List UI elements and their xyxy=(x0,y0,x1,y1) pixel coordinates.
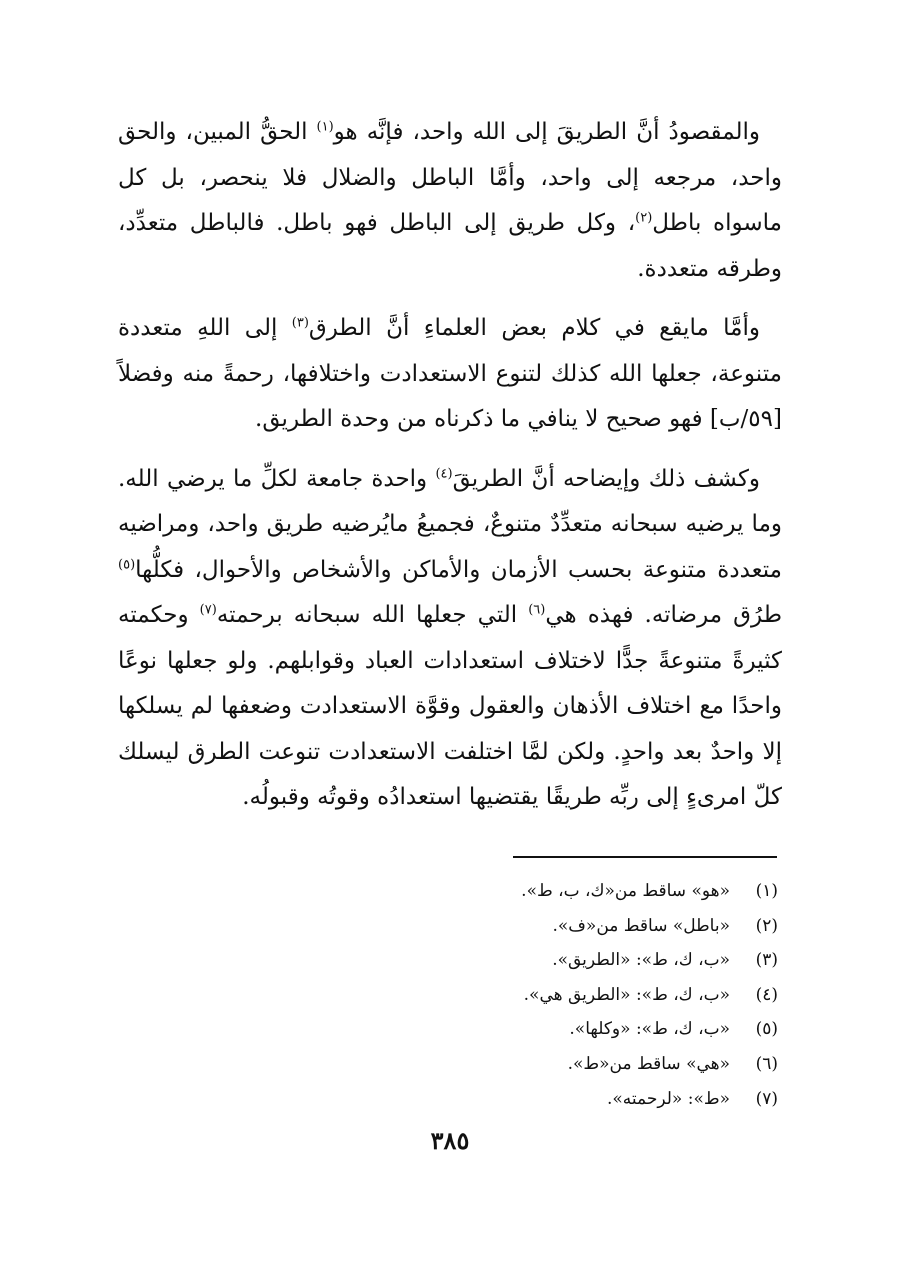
paragraph-3-text-b: واحدة جامعة لكلِّ ما يرضي الله. وما يرضيه سبحانه متعدِّدٌ متنوعٌ، فجميعُ مايُرضيه طريق واحد، ومراضيه متعددة متنوعة بحسب الأزمان والأماكن والأشخاص والأحوال، فكلُّها xyxy=(118,465,782,583)
footnote-ref-1: (١) xyxy=(316,119,334,135)
footnote-divider xyxy=(513,856,777,858)
footnote-item xyxy=(258,943,778,978)
footnote-item xyxy=(258,978,778,1013)
footnote-text: «هو» ساقط من«ك، ب، ط». xyxy=(521,881,730,901)
main-text xyxy=(118,110,782,835)
footnotes-list xyxy=(258,874,778,1116)
footnote-item xyxy=(258,1047,778,1082)
footnote-item xyxy=(258,1012,778,1047)
footnote-number: (٤) xyxy=(755,984,778,1005)
footnote-text: «ب، ك، ط»: «الطريق». xyxy=(552,950,730,971)
paragraph-3-text-a: وكشف ذلك وإيضاحه أنَّ الطريقَ xyxy=(452,465,761,492)
footnote-ref-2: (٢) xyxy=(635,210,653,226)
footnote-number: (٣) xyxy=(755,950,778,971)
paragraph-3-text-e: وحكمته كثيرةً متنوعةً جدًّا لاختلاف استعدادات العباد وقوابلهم. ولو جعلها نوعًا واحدًا مع اختلاف الأذهان والعقول وقوَّة الاستعدادت وضعفها لم يسلكها إلا واحدٌ بعد واحدٍ. ولكن لمَّا اختلفت الاستعدادت تنوعت الطرق ليسلك كلّ امرىءٍ إلى ربِّه طريقًا يقتضيها استعدادُه وقوتُه وقبولُه. xyxy=(118,602,782,810)
footnote-ref-4: (٤) xyxy=(435,465,453,481)
footnote-number: (٢) xyxy=(755,915,778,936)
page-number: ٣٨٥ xyxy=(430,1126,470,1155)
footnote-number: (٧) xyxy=(755,1088,778,1109)
footnote-text: «ب، ك، ط»: «وكلها». xyxy=(569,1019,730,1040)
paragraph-3-text-c: طرُق مرضاته. فهذه هي xyxy=(545,602,783,628)
footnote-text: «ط»: «لرحمته». xyxy=(606,1088,730,1109)
footnote-ref-7: (٧) xyxy=(199,602,217,618)
paragraph-3-text-d: التي جعلها الله سبحانه برحمته xyxy=(216,602,529,628)
paragraph-2-text-b: إلى اللهِ متعددة متنوعة، جعلها الله كذلك لتنوع الاستعدادت واختلافها، رحمةً منه وفضلاً [٥٩/ب] فهو صحيح لا ينافي ما ذكرناه من وحدة الطريق. xyxy=(118,315,782,432)
paragraph-1 xyxy=(118,110,782,292)
paragraph-1-text-a: والمقصودُ أنَّ الطريقَ إلى الله واحد، فإنَّه هو xyxy=(333,119,760,145)
footnote-number: (١) xyxy=(755,881,778,901)
footnote-ref-6: (٦) xyxy=(528,602,546,618)
paragraph-2-text-a: وأمَّا مايقع في كلام بعض العلماءِ أنَّ الطرق xyxy=(308,315,760,341)
footnote-item xyxy=(258,1082,778,1117)
footnote-text: «ب، ك، ط»: «الطريق هي». xyxy=(523,984,730,1005)
footnote-ref-5: (٥) xyxy=(118,556,136,572)
footnote-item xyxy=(258,909,778,944)
footnote-text: «هي» ساقط من«ط». xyxy=(567,1053,730,1074)
footnote-item xyxy=(258,874,778,909)
paragraph-2 xyxy=(118,306,782,443)
footnote-number: (٥) xyxy=(755,1019,778,1040)
paragraph-1-text-c: ، وكل طريق إلى الباطل فهو باطل. فالباطل متعدِّد، وطرقه متعددة. xyxy=(118,210,782,282)
paragraph-1-text-b: الحقُّ المبين، والحق واحد، مرجعه إلى واحد، وأمَّا الباطل والضلال فلا ينحصر، بل كل ماسواه باطل xyxy=(118,119,782,236)
footnote-text: «باطل» ساقط من«ف». xyxy=(552,915,730,936)
footnote-number: (٦) xyxy=(755,1053,778,1074)
footnote-ref-3: (٣) xyxy=(291,315,309,331)
paragraph-3 xyxy=(118,457,782,821)
